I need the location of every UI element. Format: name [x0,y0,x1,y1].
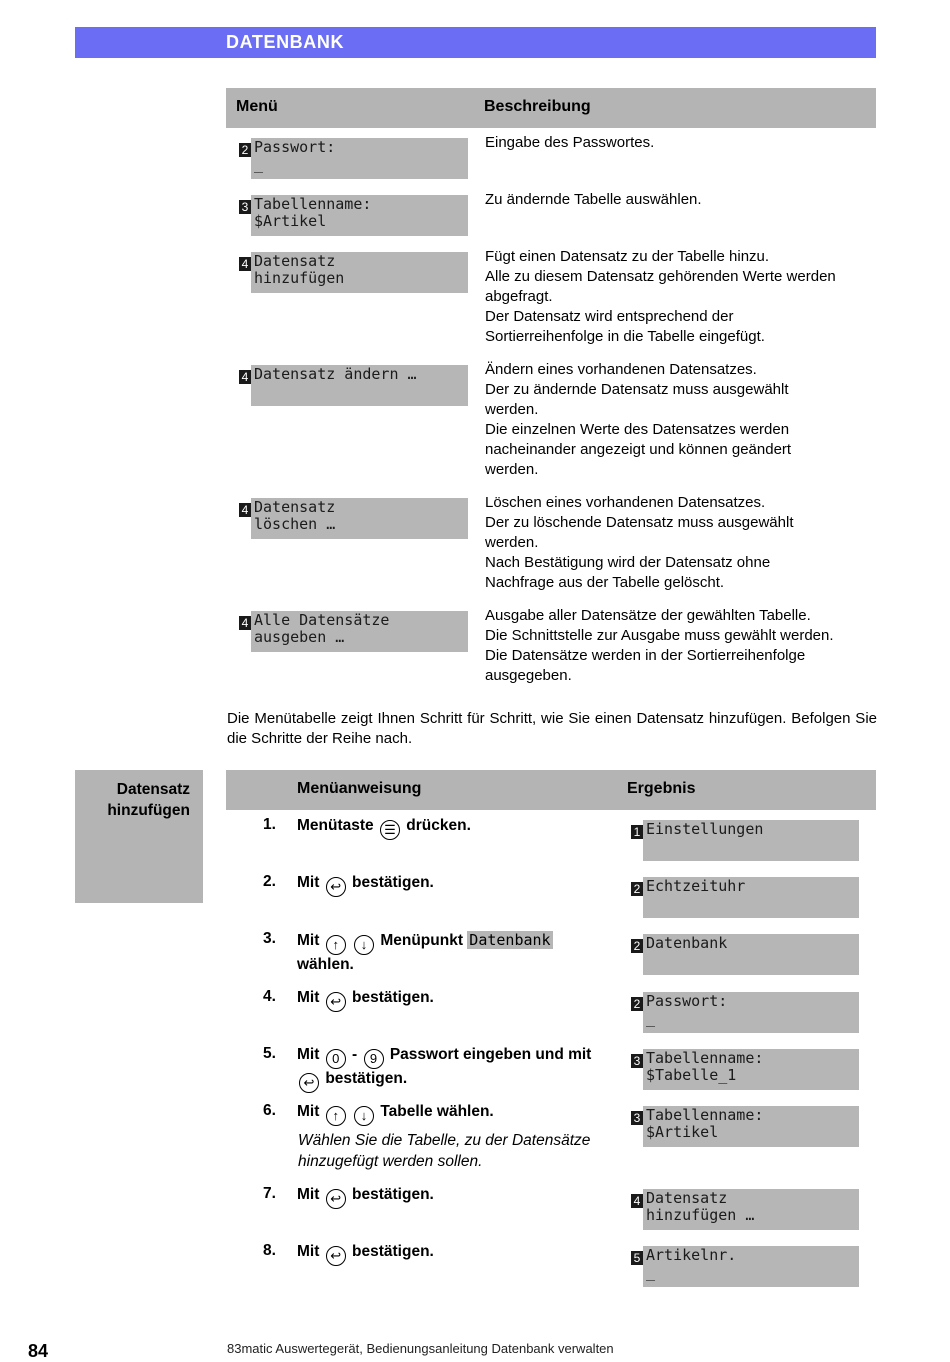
footer-text: 83matic Auswertegerät, Bedienungsanleitung Datenbank verwalten [227,1341,614,1356]
arrow-up-key-icon: ↑ [326,935,346,955]
lcd-text: Tabellenname: $Artikel [643,1106,859,1147]
lcd-text: Datensatz hinzufügen [251,252,468,293]
step-number: 1. [263,816,276,833]
instruction-column-header: Menüanweisung [297,780,422,797]
step-instruction: Mit ↩ bestätigen. [297,1242,617,1266]
menu-level-badge: 1 [631,825,643,839]
row-description: Löschen eines vorhandenen Datensatzes. Der zu löschende Datensatz muss ausgewählt werden. Nach Bestätigung wird der Datensatz ohne Nachfrage aus der Tabelle gelöscht. [485,494,794,591]
step-instruction: Mit 0 - 9 Passwort eingeben und mit ↩ bestätigen. [297,1045,617,1093]
lcd-text: Echtzeituhr [643,877,859,918]
menu-level-badge: 3 [239,200,251,214]
intro-paragraph: Die Menütabelle zeigt Ihnen Schritt für Schritt, wie Sie einen Datensatz hinzufügen. Befolgen Sie die Schritte der Reihe nach. [227,710,877,747]
menu-level-badge: 2 [631,997,643,1011]
nine-key-icon: 9 [364,1049,384,1069]
lcd-display-delete-record [239,498,468,539]
enter-key-icon: ↩ [326,1189,346,1209]
procedure-label-box [75,770,203,903]
arrow-up-key-icon: ↑ [326,1106,346,1126]
procedure-label: Datensatz hinzufügen [107,781,190,819]
enter-key-icon: ↩ [326,1246,346,1266]
page-number: 84 [28,1341,49,1361]
lcd-display-edit-record [239,365,468,406]
lcd-text: Artikelnr. _ [643,1246,859,1287]
step-number: 6. [263,1102,276,1119]
step-number: 7. [263,1185,276,1202]
menu-level-badge: 4 [239,257,251,271]
menu-level-badge: 2 [631,939,643,953]
row-description: Ändern eines vorhandenen Datensatzes. Der zu ändernde Datensatz muss ausgewählt werden. Die einzelnen Werte des Datensatzes werden nacheinander angezeigt und können geändert werden. [485,361,792,478]
result-display [631,877,859,918]
lcd-text: Datensatz löschen … [251,498,468,539]
lcd-text: Passwort: _ [643,992,859,1033]
lcd-text: Tabellenname: $Artikel [251,195,468,236]
steps-table-header [226,770,876,810]
step-instruction: Menütaste ☰ drücken. [297,816,617,840]
result-column-header: Ergebnis [627,780,696,797]
description-column-header: Beschreibung [484,98,591,115]
lcd-text: Tabellenname: $Tabelle_1 [643,1049,859,1090]
step-number: 4. [263,988,276,1005]
section-banner [75,27,876,58]
step-instruction: Mit ↩ bestätigen. [297,988,617,1012]
section-title: DATENBANK [226,32,345,52]
row-description: Eingabe des Passwortes. [485,134,655,151]
lcd-text: Alle Datensätze ausgeben … [251,611,468,652]
menu-level-badge: 2 [631,882,643,896]
enter-key-icon: ↩ [299,1073,319,1093]
menu-level-badge: 3 [631,1054,643,1068]
inline-menu-item: Datenbank [469,931,551,949]
lcd-display-add-record [239,252,468,293]
step-number: 3. [263,930,276,947]
menu-level-badge: 5 [631,1251,643,1265]
step-instruction: Mit ↑ ↓ Tabelle wählen. [297,1102,617,1126]
row-description: Fügt einen Datensatz zu der Tabelle hinzu. Alle zu diesem Datensatz gehörenden Werte werden abgefragt. Der Datensatz wird entsprechend der Sortierreihenfolge in die Tabelle eingefügt. [485,248,836,345]
menu-level-badge: 4 [239,370,251,384]
menu-table-header [226,88,876,128]
step-instruction: Mit ↩ bestätigen. [297,873,617,897]
step-note: Wählen Sie die Tabelle, zu der Datensätze hinzugefügt werden sollen. [298,1132,591,1170]
step-number: 8. [263,1242,276,1259]
result-display [631,1106,859,1147]
result-display [631,820,859,861]
zero-key-icon: 0 [326,1049,346,1069]
step-instruction: Mit ↑ ↓ Menüpunkt Datenbank wählen. [297,931,551,973]
menu-key-icon: ☰ [380,820,400,840]
lcd-text: Passwort: _ [251,138,468,179]
lcd-display-output-all [239,611,468,652]
menu-level-badge: 4 [631,1194,643,1208]
menu-column-header: Menü [236,98,278,115]
menu-level-badge: 2 [239,143,251,157]
menu-level-badge: 4 [239,503,251,517]
lcd-display-password [239,138,468,179]
arrow-down-key-icon: ↓ [354,1106,374,1126]
step-number: 5. [263,1045,276,1062]
lcd-text: Datenbank [643,934,859,975]
enter-key-icon: ↩ [326,877,346,897]
arrow-down-key-icon: ↓ [354,935,374,955]
lcd-text: Datensatz hinzufügen … [643,1189,859,1230]
row-description: Zu ändernde Tabelle auswählen. [485,191,702,208]
result-display [631,992,859,1033]
result-display [631,1189,859,1230]
enter-key-icon: ↩ [326,992,346,1012]
step-number: 2. [263,873,276,890]
lcd-text: Datensatz ändern … [251,365,468,406]
menu-level-badge: 3 [631,1111,643,1125]
result-display [631,934,859,975]
menu-level-badge: 4 [239,616,251,630]
result-display [631,1246,859,1287]
result-display [631,1049,859,1090]
step-instruction: Mit ↩ bestätigen. [297,1185,617,1209]
lcd-text: Einstellungen [643,820,859,861]
row-description: Ausgabe aller Datensätze der gewählten Tabelle. Die Schnittstelle zur Ausgabe muss gewählt werden. Die Datensätze werden in der Sortierreihenfolge ausgegeben. [485,607,834,684]
lcd-display-table-name [239,195,468,236]
